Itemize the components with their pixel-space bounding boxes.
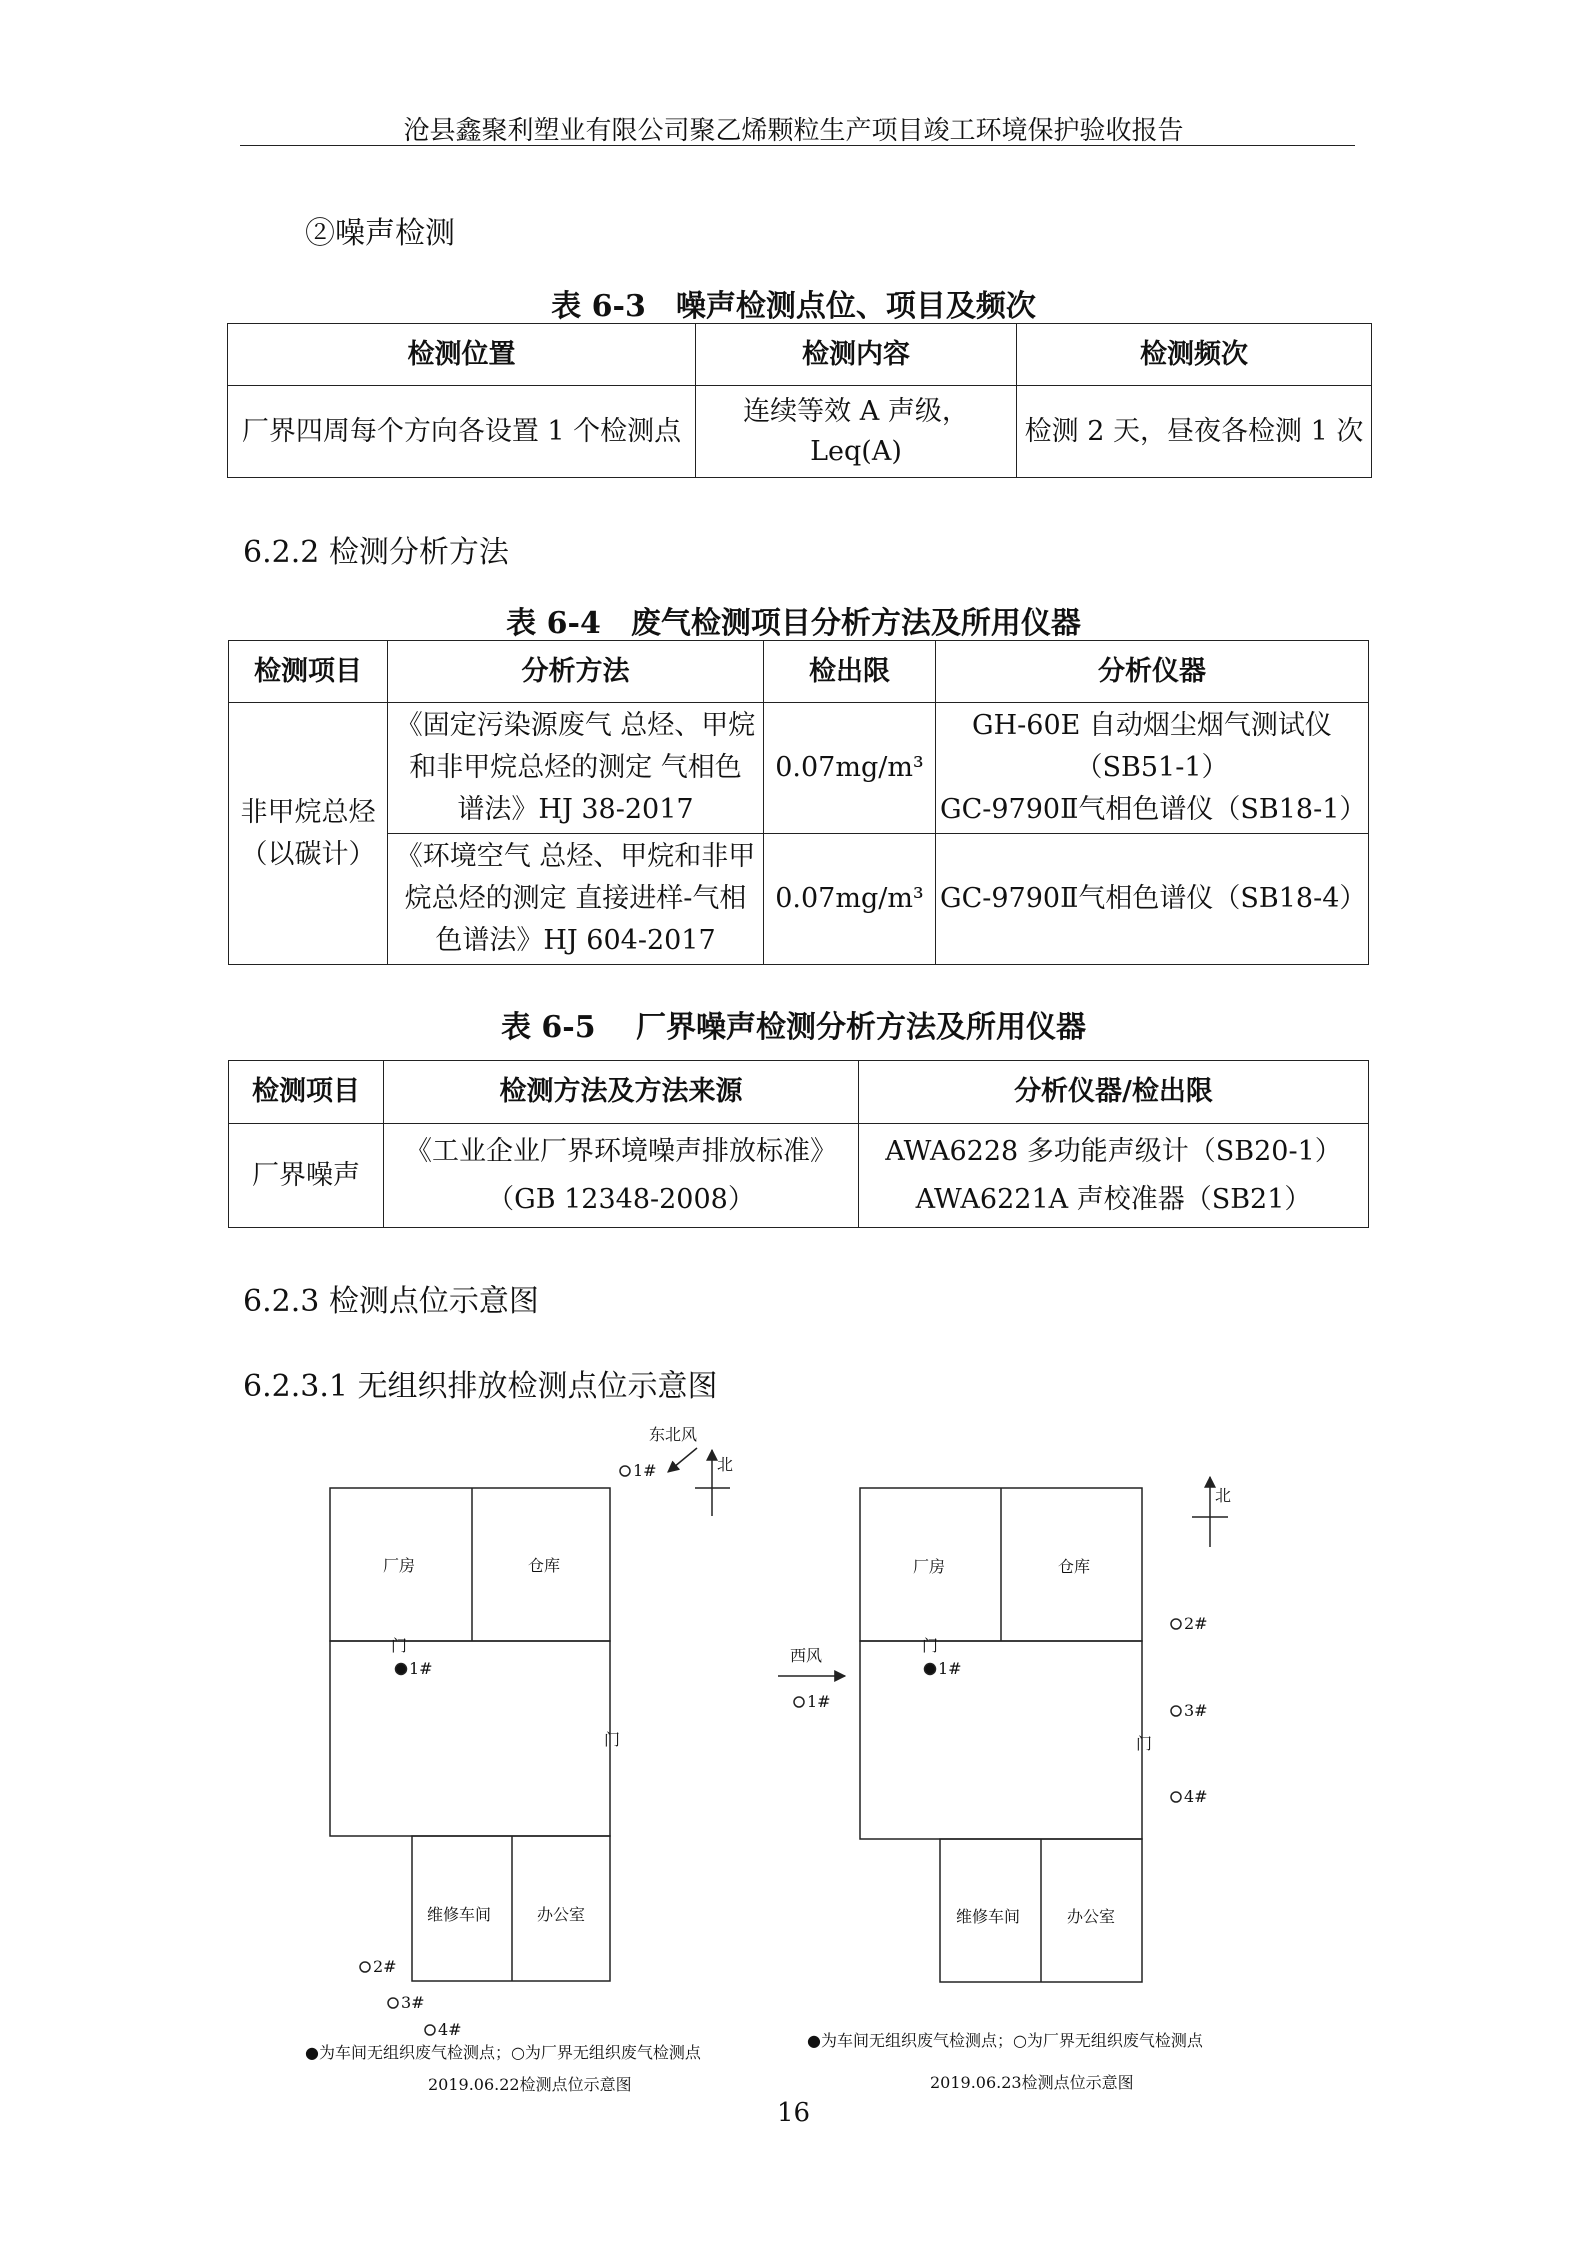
cell-line: （GB 12348-2008） — [487, 1183, 755, 1215]
room-label: 办公室 — [537, 1905, 586, 1924]
north-label: 北 — [1215, 1486, 1232, 1505]
table-header: 分析方法 — [388, 641, 764, 703]
point-label: 1# — [807, 1692, 831, 1711]
room-label: 维修车间 — [427, 1905, 492, 1924]
page-number: 16 — [776, 2098, 811, 2128]
boundary-point-marker — [1171, 1792, 1181, 1802]
table-header: 检测位置 — [228, 324, 696, 386]
door-label: 门 — [1136, 1734, 1153, 1753]
cell-line: 《工业企业厂界环境噪声排放标准》 — [405, 1135, 837, 1167]
table-cell: 0.07mg/m³ — [764, 834, 936, 965]
section-6-2-3-1: 6.2.3.1 无组织排放检测点位示意图 — [243, 1369, 718, 1404]
diagram-caption: 2019.06.22检测点位示意图 — [428, 2075, 632, 2094]
point-label: 3# — [1184, 1701, 1208, 1720]
cell-line: 色谱法》HJ 604-2017 — [435, 925, 716, 956]
point-label: 3# — [401, 1993, 425, 2012]
boundary-point-marker — [388, 1998, 398, 2008]
diagram-right — [778, 1477, 1231, 2092]
point-label: 4# — [438, 2020, 462, 2039]
table-6-3-caption: 表 6-3 噪声检测点位、项目及频次 — [551, 289, 1036, 324]
table-cell: GC-9790Ⅱ气相色谱仪（SB18-4） — [936, 834, 1369, 965]
room-label: 仓库 — [528, 1556, 561, 1575]
wind-arrow-icon — [668, 1448, 697, 1472]
table-cell: 检测 2 天，昼夜各检测 1 次 — [1017, 386, 1372, 478]
wind-label: 东北风 — [649, 1425, 698, 1444]
cell-line: GH-60E 自动烟尘烟气测试仪 — [972, 710, 1332, 741]
room-label: 维修车间 — [956, 1907, 1021, 1926]
section-6-2-3: 6.2.3 检测点位示意图 — [243, 1284, 539, 1319]
table-header: 检测项目 — [229, 1061, 384, 1124]
cell-line: Leq(A) — [810, 435, 902, 467]
point-label: 4# — [1184, 1787, 1208, 1806]
point-label: 1# — [633, 1461, 657, 1480]
boundary-point-marker — [425, 2025, 435, 2035]
room-label: 厂房 — [383, 1556, 416, 1575]
table-header: 分析仪器/检出限 — [859, 1061, 1369, 1124]
section-6-2-2: 6.2.2 检测分析方法 — [243, 535, 509, 570]
door-label: 门 — [391, 1636, 408, 1655]
table-header: 检测方法及方法来源 — [384, 1061, 859, 1124]
point-label: 1# — [409, 1659, 433, 1678]
room-label: 仓库 — [1058, 1557, 1091, 1576]
room-label: 厂房 — [913, 1557, 946, 1576]
point-label: 1# — [938, 1659, 962, 1678]
table-header: 检测频次 — [1017, 324, 1372, 386]
diagram-caption: 2019.06.23检测点位示意图 — [930, 2073, 1134, 2092]
table-cell: 厂界四周每个方向各设置 1 个检测点 — [228, 386, 696, 478]
wind-label: 西风 — [790, 1646, 823, 1665]
table-header: 检出限 — [764, 641, 936, 703]
workshop-outline — [330, 1641, 610, 1836]
north-label: 北 — [717, 1455, 734, 1474]
table-6-5-caption: 表 6-5 厂界噪声检测分析方法及所用仪器 — [500, 1010, 1087, 1045]
page-header: 沧县鑫聚利塑业有限公司聚乙烯颗粒生产项目竣工环境保护验收报告 — [403, 116, 1184, 146]
table-header: 检测项目 — [229, 641, 388, 703]
room-outline — [330, 1488, 610, 1641]
table-header: 分析仪器 — [936, 641, 1369, 703]
workshop-point-marker — [396, 1664, 407, 1675]
table-6-4-caption: 表 6-4 废气检测项目分析方法及所用仪器 — [506, 606, 1081, 641]
boundary-point-marker — [620, 1466, 630, 1476]
cell-line: 和非甲烷总烃的测定 气相色 — [409, 752, 742, 783]
cell-line: 连续等效 A 声级， — [743, 395, 969, 427]
diagram-left — [305, 1425, 733, 2094]
cell-line: （以碳计） — [240, 838, 376, 870]
cell-line: 《环境空气 总烃、甲烷和非甲 — [395, 841, 756, 872]
cell-line: 烷总烃的测定 直接进样-气相 — [404, 883, 747, 914]
door-label: 门 — [922, 1636, 939, 1655]
table-header: 检测内容 — [696, 324, 1017, 386]
boundary-point-marker — [794, 1697, 804, 1707]
workshop-outline — [860, 1641, 1142, 1839]
point-label: 2# — [373, 1957, 397, 1976]
table-cell: 厂界噪声 — [229, 1124, 384, 1228]
cell-line: 谱法》HJ 38-2017 — [457, 794, 694, 825]
table-cell: 0.07mg/m³ — [764, 703, 936, 834]
room-label: 办公室 — [1067, 1907, 1116, 1926]
boundary-point-marker — [360, 1962, 370, 1972]
cell-line: （SB51-1） — [1075, 752, 1229, 783]
boundary-point-marker — [1171, 1619, 1181, 1629]
cell-line: 《固定污染源废气 总烃、甲烷 — [395, 710, 756, 741]
cell-line: AWA6221A 声校准器（SB21） — [915, 1183, 1312, 1215]
workshop-point-marker — [925, 1664, 936, 1675]
cell-line: AWA6228 多功能声级计（SB20-1） — [885, 1135, 1342, 1167]
door-label: 门 — [604, 1730, 621, 1749]
legend: ●为车间无组织废气检测点；○为厂界无组织废气检测点 — [305, 2043, 701, 2062]
noise-heading: ②噪声检测 — [305, 216, 455, 251]
legend: ●为车间无组织废气检测点；○为厂界无组织废气检测点 — [807, 2031, 1203, 2050]
boundary-point-marker — [1171, 1706, 1181, 1716]
point-label: 2# — [1184, 1614, 1208, 1633]
cell-line: 非甲烷总烃 — [240, 796, 376, 828]
cell-line: GC-9790Ⅱ气相色谱仪（SB18-1） — [940, 794, 1367, 825]
